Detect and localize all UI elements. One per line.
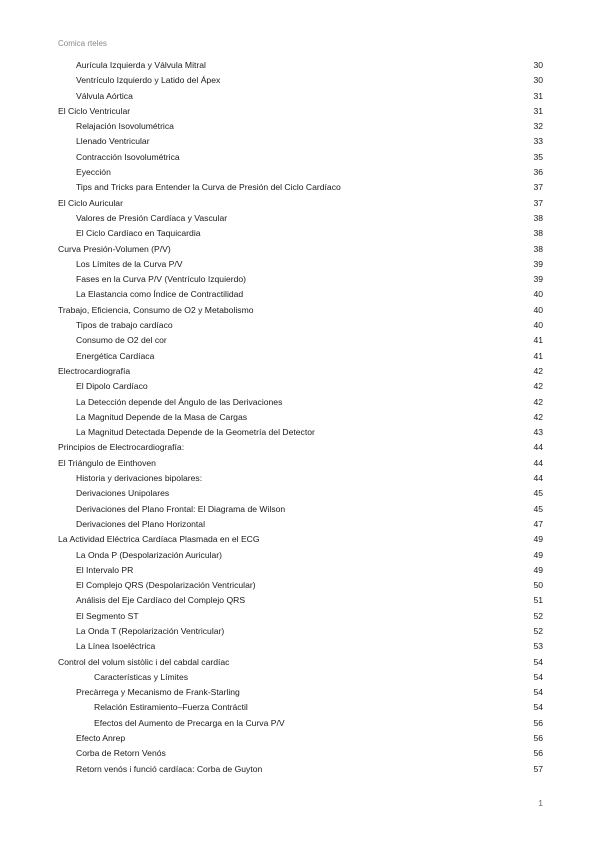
toc-entry-page: 56 xyxy=(533,733,543,744)
toc-entry-page: 49 xyxy=(533,564,543,575)
toc-entry-title: Características y Límites xyxy=(94,671,189,682)
toc-entry-page: 40 xyxy=(533,289,543,300)
toc-entry-page: 56 xyxy=(533,717,543,728)
toc-entry[interactable] xyxy=(0,349,600,364)
toc-entry[interactable] xyxy=(0,502,600,517)
toc-entry-page: 35 xyxy=(533,151,543,162)
toc-entry-page: 33 xyxy=(533,136,543,147)
toc-entry[interactable] xyxy=(0,226,600,241)
toc-entry[interactable] xyxy=(0,593,600,608)
toc-entry-page: 45 xyxy=(533,488,543,499)
toc-entry[interactable] xyxy=(0,685,600,700)
toc-entry-title: La Magnitud Detectada Depende de la Geometría del Detector xyxy=(76,427,315,438)
toc-entry-title: Efecto Anrep xyxy=(76,733,126,744)
toc-entry-page: 51 xyxy=(533,595,543,606)
toc-entry[interactable] xyxy=(0,517,600,532)
toc-entry[interactable] xyxy=(0,196,600,211)
toc-entry-title: Efectos del Aumento de Precarga en la Curva P/V xyxy=(94,717,285,728)
toc-entry-title: Tips and Tricks para Entender la Curva de Presión del Ciclo Cardíaco xyxy=(76,182,341,193)
toc-entry-page: 56 xyxy=(533,748,543,759)
toc-entry-title: Precàrrega y Mecanismo de Frank-Starling xyxy=(76,687,240,698)
toc-entry[interactable] xyxy=(0,425,600,440)
toc-entry[interactable] xyxy=(0,471,600,486)
toc-entry-title: Los Límites de la Curva P/V xyxy=(76,258,183,269)
toc-entry-title: Contracción Isovolumétrica xyxy=(76,151,180,162)
toc-entry[interactable] xyxy=(0,180,600,195)
toc-entry[interactable] xyxy=(0,272,600,287)
toc-entry-title: La Magnitud Depende de la Masa de Cargas xyxy=(76,411,248,422)
toc-entry[interactable] xyxy=(0,716,600,731)
toc-entry-page: 40 xyxy=(533,304,543,315)
toc-entry[interactable] xyxy=(0,456,600,471)
toc-entry-page: 44 xyxy=(533,473,543,484)
toc-entry[interactable] xyxy=(0,257,600,272)
toc-entry-title: El Complejo QRS (Despolarización Ventricular) xyxy=(76,580,256,591)
toc-entry[interactable] xyxy=(0,89,600,104)
toc-entry-title: Control del volum sistòlic i del cabdal cardíac xyxy=(58,656,230,667)
toc-entry-page: 38 xyxy=(533,212,543,223)
toc-entry[interactable] xyxy=(0,731,600,746)
table-of-contents xyxy=(0,58,600,777)
toc-entry-page: 44 xyxy=(533,442,543,453)
toc-entry-title: Electrocardiografía xyxy=(58,365,131,376)
toc-entry[interactable] xyxy=(0,624,600,639)
toc-entry-title: Valores de Presión Cardíaca y Vascular xyxy=(76,212,228,223)
toc-entry-page: 49 xyxy=(533,549,543,560)
toc-entry-page: 31 xyxy=(533,105,543,116)
toc-entry-title: La Detección depende del Ángulo de las Derivaciones xyxy=(76,396,283,407)
toc-entry-page: 49 xyxy=(533,534,543,545)
toc-entry-page: 52 xyxy=(533,625,543,636)
toc-entry[interactable] xyxy=(0,242,600,257)
toc-entry-page: 54 xyxy=(533,656,543,667)
toc-entry[interactable] xyxy=(0,639,600,654)
toc-entry-page: 40 xyxy=(533,320,543,331)
toc-entry-page: 52 xyxy=(533,610,543,621)
toc-entry-title: Relación Estiramiento–Fuerza Contráctil xyxy=(94,702,248,713)
toc-entry-title: La Onda T (Repolarización Ventricular) xyxy=(76,625,225,636)
toc-entry-page: 41 xyxy=(533,335,543,346)
toc-entry-title: Corba de Retorn Venós xyxy=(76,748,166,759)
toc-entry-title: El Intervalo PR xyxy=(76,564,134,575)
toc-entry[interactable] xyxy=(0,333,600,348)
toc-entry[interactable] xyxy=(0,104,600,119)
running-header: Comica rteles xyxy=(58,39,107,48)
toc-entry-page: 31 xyxy=(533,90,543,101)
toc-entry-title: La Actividad Eléctrica Cardíaca Plasmada en el ECG xyxy=(58,534,260,545)
toc-entry-page: 54 xyxy=(533,671,543,682)
toc-entry-title: Derivaciones del Plano Horizontal xyxy=(76,518,205,529)
toc-entry-page: 45 xyxy=(533,503,543,514)
toc-entry-page: 30 xyxy=(533,60,543,70)
toc-entry-title: La Línea Isoeléctrica xyxy=(76,641,156,652)
toc-entry-page: 53 xyxy=(533,641,543,652)
toc-entry[interactable] xyxy=(0,670,600,685)
toc-entry-page: 47 xyxy=(533,518,543,529)
toc-entry-page: 41 xyxy=(533,350,543,361)
toc-entry-title: El Segmento ST xyxy=(76,610,139,621)
toc-entry-title: Consumo de O2 del cor xyxy=(76,335,167,346)
toc-entry-page: 32 xyxy=(533,121,543,132)
toc-entry-page: 36 xyxy=(533,167,543,178)
toc-entry-page: 42 xyxy=(533,365,543,376)
toc-entry-page: 39 xyxy=(533,274,543,285)
toc-entry[interactable] xyxy=(0,119,600,134)
toc-entry-title: Curva Presión-Volumen (P/V) xyxy=(58,243,171,254)
toc-entry-title: Historia y derivaciones bipolares: xyxy=(76,473,203,484)
toc-entry-page: 50 xyxy=(533,580,543,591)
toc-entry-title: Derivaciones del Plano Frontal: El Diagrama de Wilson xyxy=(76,503,286,514)
toc-entry-page: 57 xyxy=(533,763,543,774)
toc-entry-page: 37 xyxy=(533,182,543,193)
toc-entry-title: Energética Cardíaca xyxy=(76,350,155,361)
toc-entry[interactable] xyxy=(0,563,600,578)
toc-entry[interactable] xyxy=(0,548,600,563)
toc-entry[interactable] xyxy=(0,379,600,394)
toc-entry-title: Retorn venós i funció cardíaca: Corba de Guyton xyxy=(76,763,263,774)
toc-entry-title: El Dipolo Cardíaco xyxy=(76,381,148,392)
toc-entry-page: 30 xyxy=(533,75,543,86)
toc-entry[interactable] xyxy=(0,762,600,777)
toc-entry[interactable] xyxy=(0,655,600,670)
toc-entry-title: El Ciclo Ventricular xyxy=(58,105,131,116)
toc-entry-title: La Elastancia como Índice de Contractilidad xyxy=(76,289,244,300)
toc-entry[interactable] xyxy=(0,58,600,73)
toc-entry[interactable] xyxy=(0,165,600,180)
toc-entry-title: Ventrículo Izquierdo y Latido del Ápex xyxy=(76,75,221,86)
toc-entry[interactable] xyxy=(0,609,600,624)
toc-entry[interactable] xyxy=(0,303,600,318)
toc-entry-title: Análisis del Eje Cardíaco del Complejo QRS xyxy=(76,595,246,606)
toc-entry[interactable] xyxy=(0,134,600,149)
toc-entry-title: Llenado Ventricular xyxy=(76,136,150,147)
toc-entry[interactable] xyxy=(0,73,600,88)
toc-entry[interactable] xyxy=(0,746,600,761)
toc-entry[interactable] xyxy=(0,318,600,333)
toc-entry[interactable] xyxy=(0,440,600,455)
page-number: 1 xyxy=(538,798,543,808)
toc-entry-page: 42 xyxy=(533,396,543,407)
toc-entry[interactable] xyxy=(0,364,600,379)
toc-entry-title: Válvula Aórtica xyxy=(76,90,133,101)
toc-entry[interactable] xyxy=(0,150,600,165)
toc-entry[interactable] xyxy=(0,410,600,425)
toc-entry[interactable] xyxy=(0,532,600,547)
toc-entry-page: 54 xyxy=(533,687,543,698)
toc-entry-title: La Onda P (Despolarización Auricular) xyxy=(76,549,223,560)
toc-entry[interactable] xyxy=(0,486,600,501)
toc-entry[interactable] xyxy=(0,700,600,715)
toc-entry-title: Eyección xyxy=(76,167,111,178)
toc-entry[interactable] xyxy=(0,287,600,302)
toc-entry-page: 43 xyxy=(533,427,543,438)
toc-entry-title: El Triángulo de Einthoven xyxy=(58,457,156,468)
toc-entry-title: Principios de Electrocardiografía: xyxy=(58,442,185,453)
toc-entry-title: Derivaciones Unipolares xyxy=(76,488,170,499)
toc-entry[interactable] xyxy=(0,395,600,410)
toc-entry[interactable] xyxy=(0,211,600,226)
toc-entry[interactable] xyxy=(0,578,600,593)
toc-entry-title: El Ciclo Cardíaco en Taquicardia xyxy=(76,228,201,239)
toc-entry-page: 42 xyxy=(533,411,543,422)
toc-entry-page: 54 xyxy=(533,702,543,713)
toc-entry-title: Fases en la Curva P/V (Ventrículo Izquierdo) xyxy=(76,274,247,285)
toc-entry-title: Trabajo, Eficiencia, Consumo de O2 y Metabolismo xyxy=(58,304,254,315)
toc-entry-title: El Ciclo Auricular xyxy=(58,197,123,208)
toc-entry-page: 42 xyxy=(533,381,543,392)
toc-entry-page: 39 xyxy=(533,258,543,269)
toc-entry-page: 44 xyxy=(533,457,543,468)
toc-entry-page: 37 xyxy=(533,197,543,208)
toc-entry-page: 38 xyxy=(533,228,543,239)
toc-entry-page: 38 xyxy=(533,243,543,254)
toc-entry-title: Aurícula Izquierda y Válvula Mitral xyxy=(76,60,206,70)
toc-entry-title: Tipos de trabajo cardíaco xyxy=(76,320,173,331)
toc-entry-title: Relajación Isovolumétrica xyxy=(76,121,174,132)
